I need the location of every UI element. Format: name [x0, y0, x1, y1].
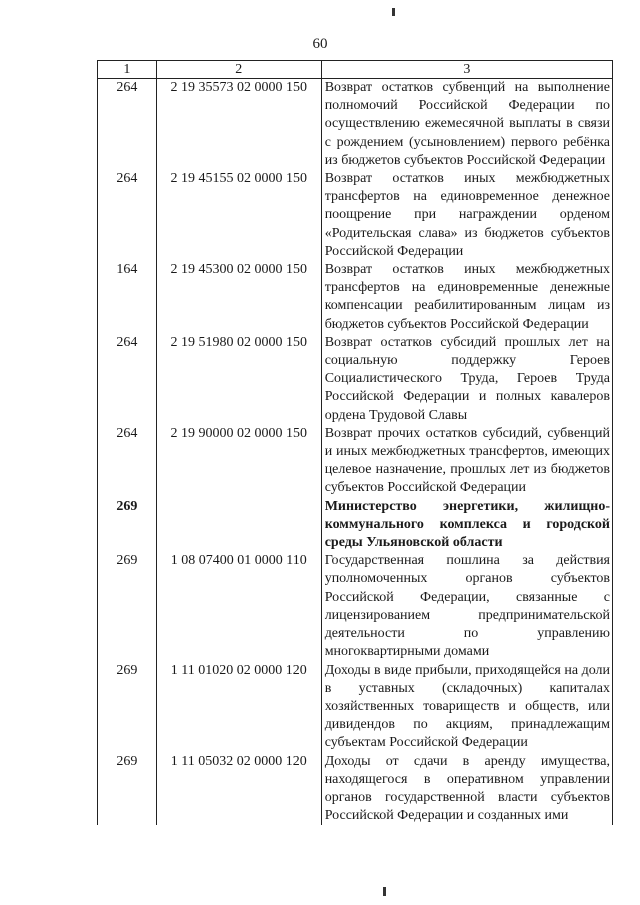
admin-code-cell: 269	[98, 552, 157, 661]
budget-code-cell: 2 19 45300 02 0000 150	[156, 261, 321, 334]
description-cell: Возврат остатков иных межбюджетных трансфертов на единовременные денежные компенсации реабилитированным лицам из бюджетов субъектов Российской Федерации	[321, 261, 612, 334]
admin-code-cell: 164	[98, 261, 157, 334]
admin-code-cell: 264	[98, 334, 157, 425]
budget-code-cell	[156, 498, 321, 553]
table-row	[98, 552, 613, 661]
budget-code-cell: 1 11 05032 02 0000 120	[156, 753, 321, 826]
budget-code-cell: 1 08 07400 01 0000 110	[156, 552, 321, 661]
description-cell: Возврат остатков субсидий прошлых лет на социальную поддержку Героев Социалистического Труда, Героев Труда Российской Федерации и полных кавалеров ордена Трудовой Славы	[321, 334, 612, 425]
ministry-heading-row	[98, 498, 613, 553]
description-cell: Возврат остатков субвенций на выполнение полномочий Российской Федерации по осуществлению ежемесячной выплаты в связи с рождением (усыновлением) первого ребёнка из бюджетов субъектов Российской Федерации	[321, 79, 612, 171]
budget-code-cell: 2 19 35573 02 0000 150	[156, 79, 321, 171]
admin-code-cell: 269	[98, 498, 157, 553]
description-cell: Возврат остатков иных межбюджетных трансфертов на единовременное денежное поощрение при награждении орденом «Родительская слава» из бюджетов субъектов Российской Федерации	[321, 170, 612, 261]
description-cell: Возврат прочих остатков субсидий, субвенций и иных межбюджетных трансфертов, имеющих целевое назначение, прошлых лет из бюджетов субъектов Российской Федерации	[321, 425, 612, 498]
table-row	[98, 170, 613, 261]
table-row	[98, 261, 613, 334]
column-header-1: 1	[98, 61, 157, 79]
table-row	[98, 662, 613, 753]
scan-mark-top	[392, 8, 395, 16]
table-header-row	[98, 61, 613, 79]
table-row	[98, 425, 613, 498]
table-row	[98, 753, 613, 826]
description-cell: Доходы в виде прибыли, приходящейся на доли в уставных (складочных) капиталах хозяйственных товариществ и обществ, или дивидендов по акциям, принадлежащим субъектам Российской Федерации	[321, 662, 612, 753]
admin-code-cell: 269	[98, 662, 157, 753]
admin-code-cell: 264	[98, 170, 157, 261]
admin-code-cell: 264	[98, 79, 157, 171]
column-header-2: 2	[156, 61, 321, 79]
revenue-codes-table	[97, 60, 613, 825]
admin-code-cell: 269	[98, 753, 157, 826]
admin-code-cell: 264	[98, 425, 157, 498]
scan-mark-bottom	[383, 887, 386, 896]
budget-code-cell: 2 19 51980 02 0000 150	[156, 334, 321, 425]
ministry-name-cell: Министерство энергетики, жилищно-коммунального комплекса и городской среды Ульяновской области	[321, 498, 612, 553]
budget-code-cell: 2 19 45155 02 0000 150	[156, 170, 321, 261]
budget-code-cell: 2 19 90000 02 0000 150	[156, 425, 321, 498]
description-cell: Государственная пошлина за действия уполномоченных органов субъектов Российской Федерации, связанные с лицензированием предпринимательской деятельности по управлению многоквартирными домами	[321, 552, 612, 661]
description-cell: Доходы от сдачи в аренду имущества, находящегося в оперативном управлении органов государственной власти субъектов Российской Федерации и созданных ими	[321, 753, 612, 826]
budget-code-cell: 1 11 01020 02 0000 120	[156, 662, 321, 753]
column-header-3: 3	[321, 61, 612, 79]
table-row	[98, 79, 613, 171]
table-row	[98, 334, 613, 425]
page-number: 60	[312, 36, 328, 52]
